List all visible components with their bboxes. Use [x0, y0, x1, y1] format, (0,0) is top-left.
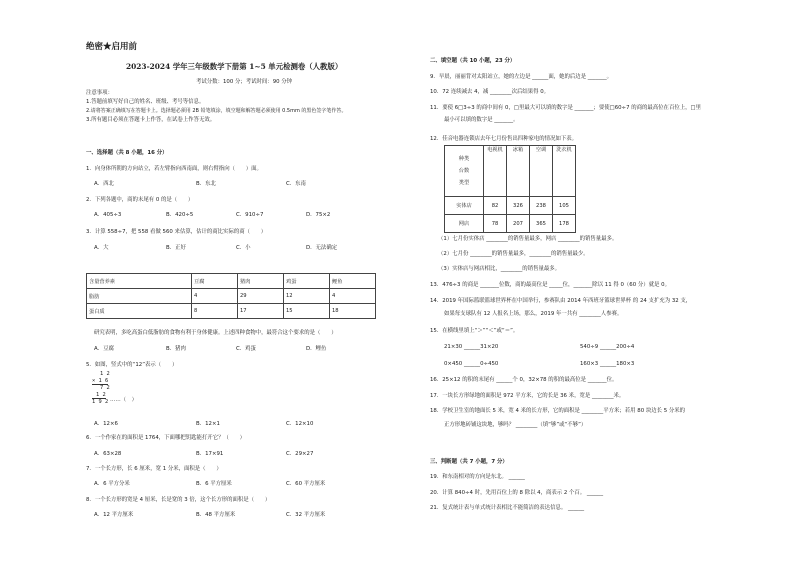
- product: 1 9 2: [92, 399, 109, 405]
- table-cell: 238: [530, 197, 553, 215]
- partial-product-2: 1 2: [92, 392, 106, 400]
- question-3: 3．计算 558÷7，把 558 看做 560 来估算，估计的商比实际的商（ ）: [86, 229, 267, 235]
- question-12: 12．佳音电器连锁店去年七月份售出四种家电的情况如下表。: [430, 136, 578, 142]
- corner-label-count: 台数: [458, 168, 470, 174]
- table-cell: 12: [284, 289, 330, 304]
- table-cell: 365: [530, 215, 553, 233]
- question-15: 15．在横线里填上“＞”“＜”或“＝”。: [430, 328, 519, 334]
- table-cell: 4: [330, 289, 376, 304]
- question-12-3: （3）实体店与网店相比，________的销售量最多。: [438, 266, 561, 272]
- table-header-cell: 电视机: [484, 146, 507, 197]
- table-cell: 29: [238, 289, 284, 304]
- q1-option-a: A．西北: [94, 181, 114, 187]
- notes-title: 注意事项：: [86, 90, 113, 96]
- q5-arrow-label: ……（ ）: [110, 397, 137, 403]
- q7-option-a: A．6 平方分米: [94, 481, 130, 487]
- question-1: 1．向身体所朝的方向站立，若左臂指向西南面，则右臂指向（ ）面。: [86, 166, 262, 172]
- table-cell: 17: [238, 304, 284, 319]
- question-14: 14．2019 年国际篮联篮球世界杯在中国举行，参赛队由 2014 年西班牙篮球世界杯 的 24 支扩充为 32 支，: [430, 298, 692, 304]
- q3-option-a: A．大: [94, 245, 109, 251]
- question-2: 2．下列各题中，商的末尾有 0 的是（ ）: [86, 197, 194, 203]
- q1-option-c: C．东南: [286, 181, 306, 187]
- q5-option-a: A．12×6: [94, 421, 118, 427]
- q4-option-d: D．鲤鱼: [306, 346, 327, 352]
- q3-option-c: C．小: [236, 245, 251, 251]
- appliance-sales-table: [444, 145, 576, 233]
- question-13: 13．476÷3 的商是 _______位数，商的最高位是 _____位，_______除以 11 得 0（60 分）就是 0。: [430, 282, 670, 288]
- corner-label-type: 类型: [458, 180, 470, 186]
- q2-option-a: A．405÷3: [94, 212, 122, 218]
- table-header-cell: 含量营养素: [87, 274, 192, 289]
- question-19: 19．和东南相对的方向是东北。 ______: [430, 474, 525, 480]
- table-cell: 脂肪: [87, 289, 192, 304]
- table-cell: 82: [484, 197, 507, 215]
- question-14-cont: 如果每支球队有 12 人报名上场，那么，2019 年一共有 ________人参赛。: [444, 311, 623, 317]
- q5-option-c: C．12×10: [286, 421, 314, 427]
- question-21: 21．复式统计表与单式统计表相比不能简洁的表达信息。 ______: [430, 505, 585, 511]
- confidential-mark: 绝密★启用前: [86, 42, 138, 52]
- table-cell: 105: [553, 197, 576, 215]
- q4-option-a: A．豆腐: [94, 346, 114, 352]
- table-row: [87, 304, 376, 319]
- table-cell: 207: [507, 215, 530, 233]
- table-header-cell: 冰箱: [507, 146, 530, 197]
- section3-heading: 三、判断题（共 7 小题，7 分）: [430, 459, 508, 465]
- table-corner-cell: [445, 146, 484, 197]
- q4-option-c: C．鸡蛋: [236, 346, 256, 352]
- multiplier: × 1 6: [92, 377, 109, 384]
- table-header-cell: 鲤鱼: [330, 274, 376, 289]
- table-cell: 326: [507, 197, 530, 215]
- table-row: [445, 215, 576, 233]
- question-17: 17．一块长方形绿地的面积是 972 平方米，它的长是 36 米，宽是 ________米。: [430, 393, 625, 399]
- question-9: 9．早晨，丽丽背对太阳站立，她的左边是 ______面，她的后边是 _______。: [430, 74, 613, 80]
- compare-item: 0×450 ______0÷450: [444, 361, 499, 367]
- table-cell: 8: [192, 304, 238, 319]
- question-20: 20．计算 840÷4 时，先用百位上的 8 除以 4，商表示 2 个百。 ______: [430, 490, 604, 496]
- compare-item: 540÷9 ______200÷4: [580, 344, 635, 350]
- table-row: [87, 289, 376, 304]
- question-5: 5．如图，竖式中的“12”表示（ ）: [86, 362, 178, 368]
- note-2: 2.请将答案正确填写在答题卡上。选择题必须用 2B 铅笔填涂，填空题和解答题必须使用 0.5mm 的黑色签字笔作答。: [86, 108, 347, 114]
- question-18: 18．学校卫生室的地面长 5 米，宽 4 米的长方形，它的面积是 ________平方米；若用 80 块边长 5 分米的: [430, 408, 686, 414]
- compare-item: 21×30 ______31×20: [444, 344, 499, 350]
- q2-option-b: B．420÷5: [166, 212, 194, 218]
- q5-option-b: B．12×1: [196, 421, 220, 427]
- partial-product-1: 7 2: [100, 385, 110, 391]
- table-header-cell: 空调: [530, 146, 553, 197]
- question-11: 11．要使 6□3÷3 的商中间有 0，□里最大可以填的数字是 _______；要使□60÷7 的商的最高位在百位上，□里: [430, 105, 701, 111]
- q7-option-c: C．60 平方厘米: [286, 481, 326, 487]
- q6-option-c: C．29×27: [286, 451, 314, 457]
- q3-option-b: B．正好: [166, 245, 186, 251]
- q8-option-a: A．12 平方厘米: [94, 512, 134, 518]
- table-header-row: [445, 146, 576, 197]
- q3-option-d: D．无法确定: [306, 245, 338, 251]
- table-header-row: [87, 274, 376, 289]
- q4-option-b: B．猪肉: [166, 346, 186, 352]
- corner-label-kind: 种类: [458, 156, 470, 162]
- question-6: 6．一个作家在的面积是 1764，下面哪把钥匙能打开它？（ ）: [86, 435, 246, 441]
- q7-option-b: B．6 平方厘米: [196, 481, 232, 487]
- section2-heading: 二、填空题（共 10 小题，23 分）: [430, 58, 516, 64]
- question-11-cont: 最小可以填的数字是 _______。: [444, 117, 519, 123]
- q2-option-c: C．910÷7: [236, 212, 264, 218]
- table-cell: 4: [192, 289, 238, 304]
- q2-option-d: D．75×2: [306, 212, 331, 218]
- table-cell: 18: [330, 304, 376, 319]
- q6-option-b: B．17×91: [196, 451, 224, 457]
- q8-option-b: B．48 平方厘米: [196, 512, 236, 518]
- table-header-cell: 猪肉: [238, 274, 284, 289]
- table-cell: 蛋白质: [87, 304, 192, 319]
- question-12-2: （2）七月份 ________的销售量最多，________的销售量最少。: [438, 251, 589, 257]
- table-cell: 15: [284, 304, 330, 319]
- vertical-multiplication: [92, 371, 110, 406]
- section1-heading: 一、选择题（共 8 小题，16 分）: [86, 150, 168, 156]
- question-8: 8．一个长方形的宽是 4 厘米，长是宽的 3 倍，这个长方形的面积是（ ）: [86, 497, 271, 503]
- question-4: 研究表明，多吃高蛋白低脂肪的食物有利于身体健康。上述四种食物中，最符合这个要求的是（ ）: [94, 330, 337, 336]
- question-7: 7．一个长方形，长 6 厘米，宽 1 分米，面积是（ ）: [86, 466, 222, 472]
- question-10: 10．72 连续减去 4，减 ________次后结果得 0。: [430, 89, 550, 95]
- exam-info: 考试分数：100 分；考试时间：90 分钟: [196, 79, 293, 85]
- table-header-cell: 洗衣机: [553, 146, 576, 197]
- question-12-1: （1）七月份实体店 ________的销售量最多，网店 ________的销售量最多。: [438, 236, 618, 242]
- table-cell: 78: [484, 215, 507, 233]
- q6-option-a: A．63×28: [94, 451, 122, 457]
- table-cell: 实体店: [445, 197, 484, 215]
- table-cell: 网店: [445, 215, 484, 233]
- multiplicand: 1 2: [100, 371, 110, 377]
- note-1: 1.答题前填写好自己的姓名、班级、考号等信息。: [86, 99, 205, 105]
- table-header-cell: 豆腐: [192, 274, 238, 289]
- nutrition-table: [86, 273, 376, 319]
- q8-option-c: C．32 平方厘米: [286, 512, 326, 518]
- question-16: 16．25×12 的积的末尾有 ______个 0，32×78 的积的最高位是 _______位。: [430, 377, 618, 383]
- exam-title: 2023-2024 学年三年级数学下册第 1~5 单元检测卷（人教版）: [126, 62, 343, 71]
- table-cell: 178: [553, 215, 576, 233]
- question-18-cont: 正方形地砖铺这块地，够吗？ ________（填“够”或“不够”）: [444, 422, 587, 428]
- note-3: 3.所有题目必须在答题卡上作答，在试卷上作答无效。: [86, 117, 216, 123]
- compare-item: 160×3 ______180×3: [580, 361, 635, 367]
- q1-option-b: B．东北: [196, 181, 216, 187]
- table-row: [445, 197, 576, 215]
- table-header-cell: 鸡蛋: [284, 274, 330, 289]
